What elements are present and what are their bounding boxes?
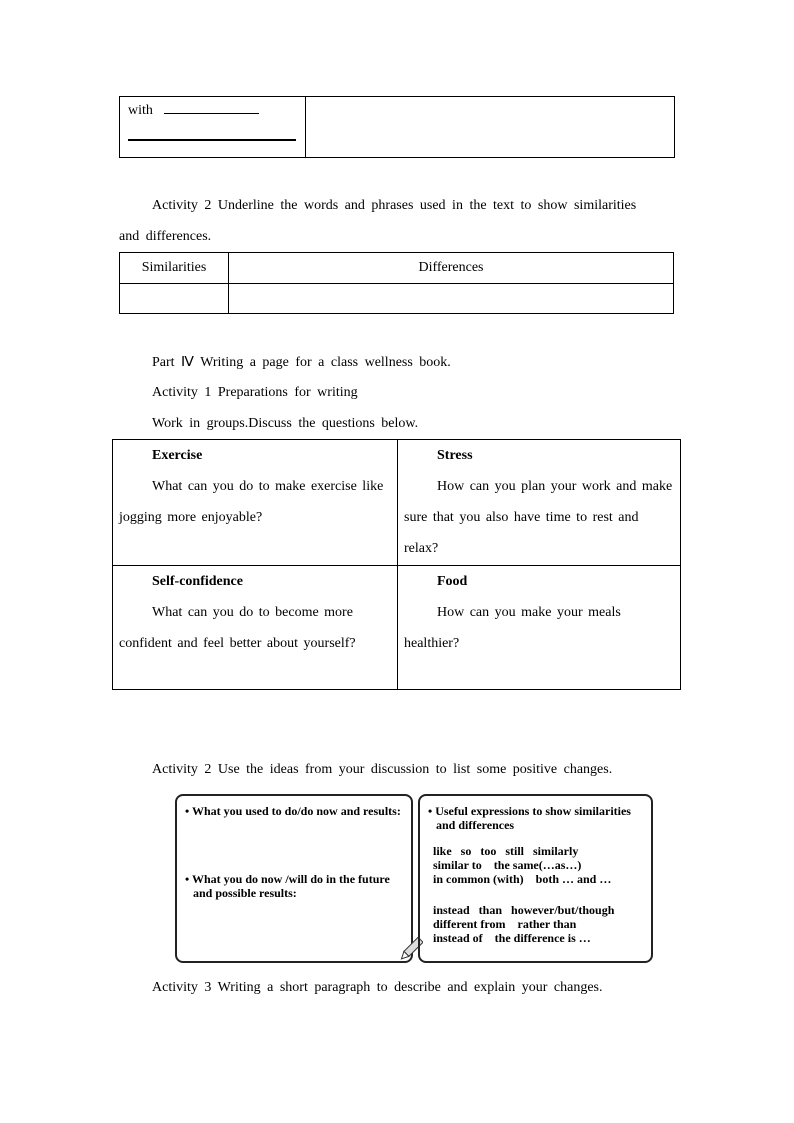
top-table <box>119 96 675 158</box>
top-table-left-cell <box>120 97 306 158</box>
header-similarities: Similarities <box>120 253 229 284</box>
self-confidence-question: What can you do to become more confident and feel better about yourself? <box>119 605 356 651</box>
activity2-instruction-cont: and differences. <box>119 229 212 244</box>
with-label: with <box>128 103 153 118</box>
bullet-used-to: • What you used to do/do now and results: <box>185 804 401 818</box>
self-confidence-cell <box>113 566 398 690</box>
exercise-question: What can you do to make exercise like jogging more enjoyable? <box>119 479 384 525</box>
stress-question: How can you plan your work and make sure that you also have time to rest and relax? <box>404 479 673 556</box>
expressions-box <box>418 794 653 963</box>
difference-expressions: instead than however/but/though different from rather than instead of the difference is … <box>433 903 615 945</box>
exercise-title: Exercise <box>152 448 203 463</box>
differences-cell <box>229 284 674 314</box>
blank-line <box>164 113 259 114</box>
expressions-title: • Useful expressions to show similarities and differences <box>428 804 631 832</box>
stress-cell <box>398 440 681 566</box>
similarities-cell <box>120 284 229 314</box>
self-confidence-title: Self-confidence <box>152 574 243 589</box>
changes-box <box>175 794 413 963</box>
part4-heading: Part Ⅳ Writing a page for a class wellness book. <box>152 355 451 370</box>
activity2-instruction: Activity 2 Underline the words and phrases used in the text to show similarities <box>152 198 637 213</box>
activity2-heading: Activity 2 Use the ideas from your discussion to list some positive changes. <box>152 762 613 777</box>
header-differences: Differences <box>229 253 674 284</box>
group-instruction: Work in groups.Discuss the questions below. <box>152 416 419 431</box>
food-title: Food <box>437 574 468 589</box>
similarities-table <box>119 252 674 314</box>
similarity-expressions: like so too still similarly similar to the same(…as…) in common (with) both … and … <box>433 844 612 886</box>
top-table-right-cell <box>306 97 675 158</box>
bullet-will-do: • What you do now /will do in the future and possible results: <box>185 872 390 900</box>
activity3-heading: Activity 3 Writing a short paragraph to describe and explain your changes. <box>152 980 603 995</box>
food-question: How can you make your meals healthier? <box>404 605 621 651</box>
stress-title: Stress <box>437 448 473 463</box>
activity1-heading: Activity 1 Preparations for writing <box>152 385 358 400</box>
blank-line <box>128 139 296 141</box>
exercise-cell <box>113 440 398 566</box>
food-cell <box>398 566 681 690</box>
discussion-table <box>112 439 681 690</box>
